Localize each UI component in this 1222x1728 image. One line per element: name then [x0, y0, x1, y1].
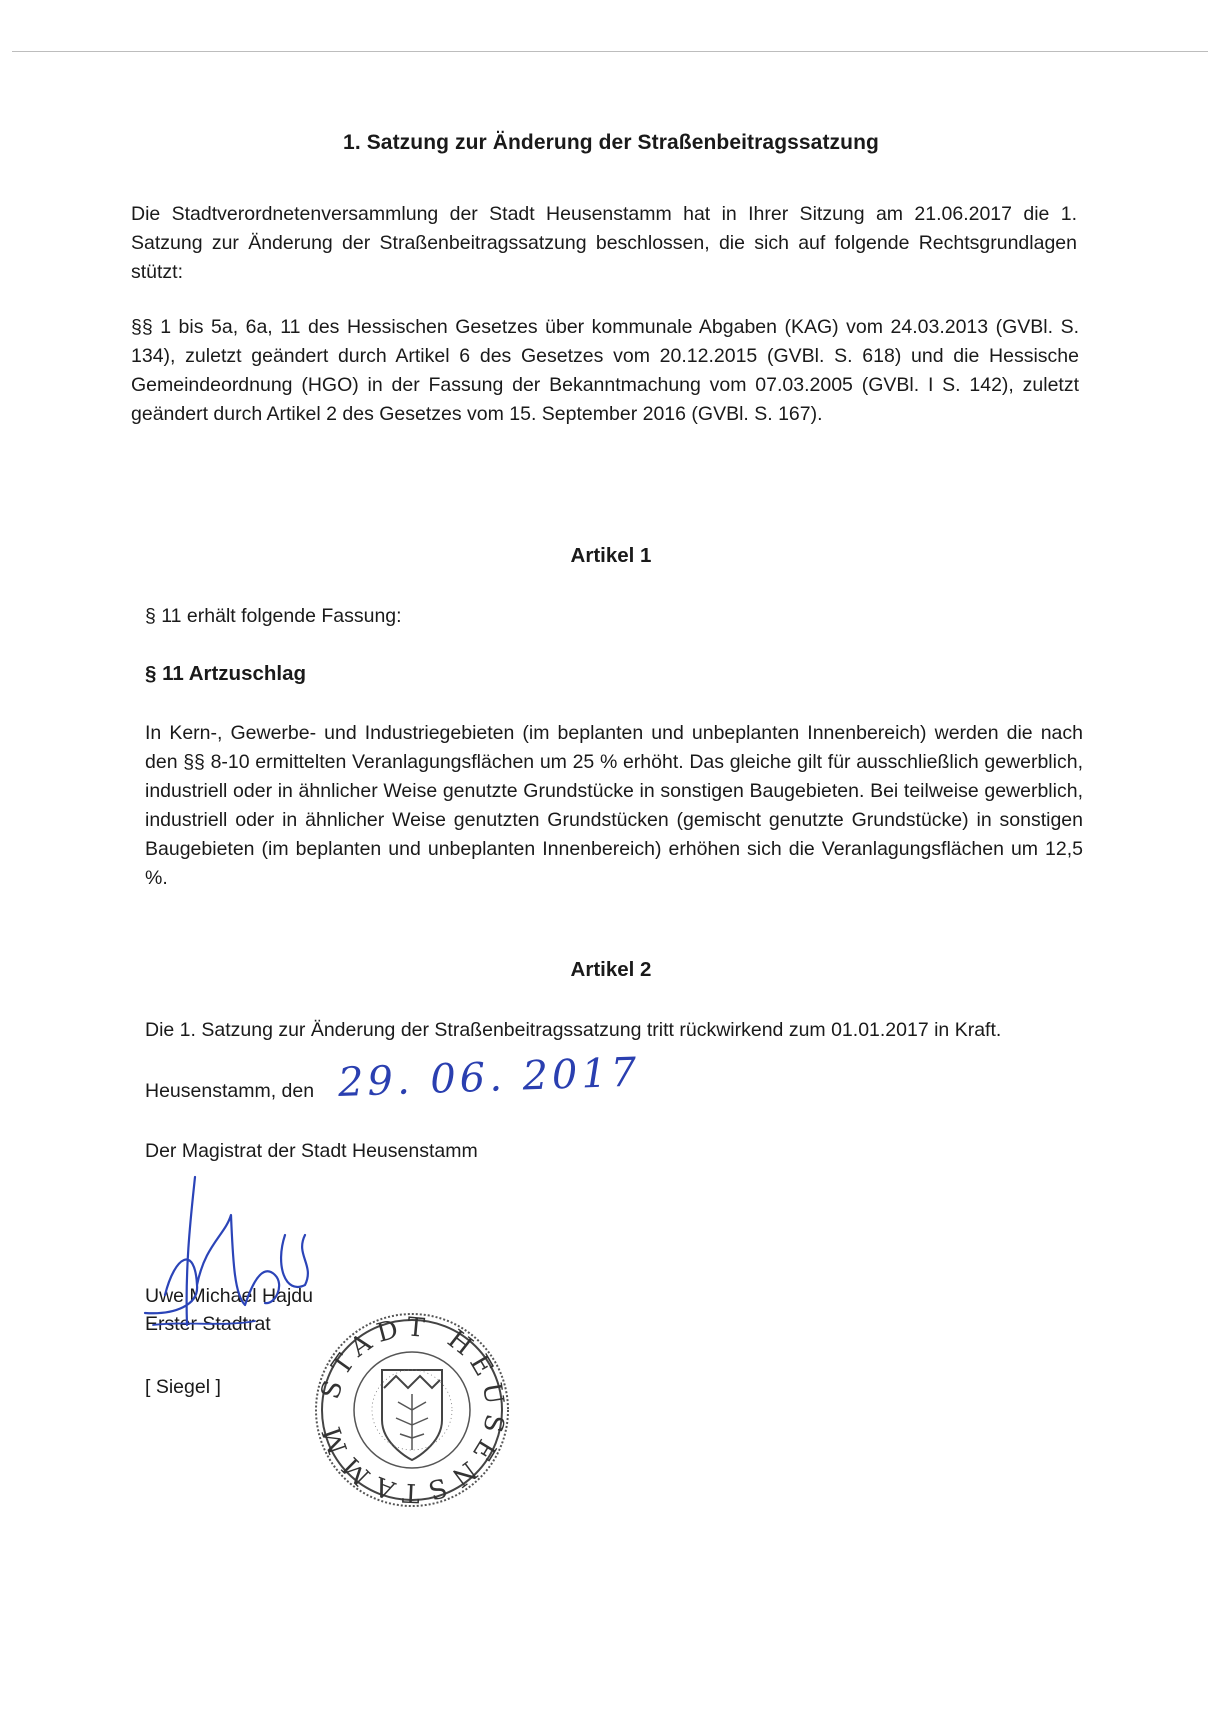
legal-basis-paragraph: §§ 1 bis 5a, 6a, 11 des Hessischen Gesetzes über kommunale Abgaben (KAG) vom 24.03.2013 (GVBl. S. 134), zuletzt geändert durch Artikel 6 des Gesetzes vom 20.12.2015 (GVBl. S. 618) und die Hessische Gemeindeordnung (HGO) in der Fassung der Bekanntmachung vom 07.03.2005 (GVBl. I S. 142), zuletzt geändert durch Artikel 2 des Gesetzes vom 15. September 2016 (GVBl. S. 167). [131, 316, 1079, 425]
article-1-heading: Artikel 1 [570, 544, 652, 567]
article-1-body: In Kern-, Gewerbe- und Industriegebieten (im beplanten und unbeplanten Innenbereich) werden die nach den §§ 8-10 ermittelten Veranlagungsflächen um 25 % erhöht. Das gleiche gilt für ausschließlich gewerblich, industriell oder in ähnlicher Weise genutzte Grundstücke in sonstigen Baugebieten. Bei teilweise gewerblich, industriell oder in ähnlicher Weise genutzten Grundstücken (gemischt genutzte Grundstücke) in sonstigen Baugebieten (im beplanten und unbeplanten Innenbereich) erhöhen sich die Veranlagungsflächen um 12,5 %. [145, 722, 1083, 889]
document-title: 1. Satzung zur Änderung der Straßenbeitragssatzung [343, 131, 879, 154]
intro-paragraph: Die Stadtverordnetenversammlung der Stadt Heusenstamm hat in Ihrer Sitzung am 21.06.2017 die 1. Satzung zur Änderung der Straßenbeitragssatzung beschlossen, die sich auf folgende Rechtsgrundlagen stützt: [131, 203, 1077, 283]
article-2-heading: Artikel 2 [570, 958, 652, 981]
issuer-line: Der Magistrat der Stadt Heusenstamm [145, 1140, 478, 1162]
place-date-label: Heusenstamm, den [145, 1080, 315, 1102]
seal-label: [ Siegel ] [145, 1376, 221, 1398]
article-2-body: Die 1. Satzung zur Änderung der Straßenbeitragssatzung tritt rückwirkend zum 01.01.2017 in Kraft. [145, 1019, 1002, 1041]
section-11-heading: § 11 Artzuschlag [145, 662, 307, 685]
svg-text:STADT HEUSENSTAMM: STADT HEUSENSTAMM [314, 1312, 511, 1508]
signatory-name: Uwe Michael Hajdu [145, 1285, 313, 1307]
handwritten-signature [135, 1175, 335, 1335]
top-divider-line [12, 51, 1208, 52]
official-seal [312, 1310, 512, 1510]
article-1-lead: § 11 erhält folgende Fassung: [145, 605, 402, 627]
signatory-role: Erster Stadtrat [145, 1313, 271, 1335]
handwritten-date: 29. 06. 2017 [337, 1049, 642, 1106]
